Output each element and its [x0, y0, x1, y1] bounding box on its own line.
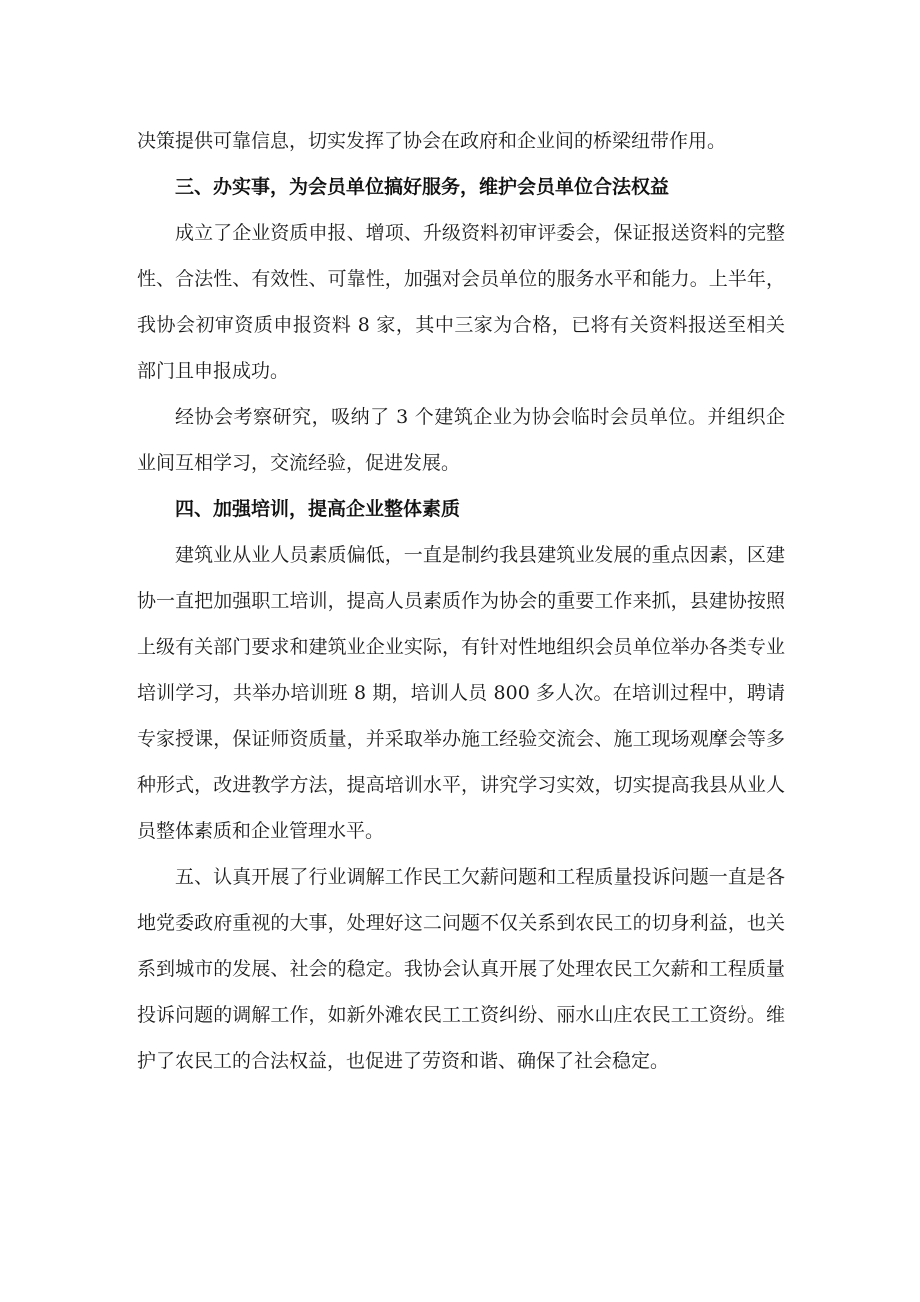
paragraph-new-members: 经协会考察研究，吸纳了 3 个建筑企业为协会临时会员单位。并组织企业间互相学习，交流经验，促进发展。 — [137, 406, 785, 474]
section-heading-4: 四、加强培训，提高企业整体素质 — [175, 498, 461, 520]
paragraph-training: 建筑业从业人员素质偏低，一直是制约我县建筑业发展的重点因素，区建协一直把加强职工培训，提高人员素质作为协会的重要工作来抓，县建协按照上级有关部门要求和建筑业企业实际，有针对性地组织会员单位举办各类专业培训学习，共举办培训班 8 期，培训人员 800 多人次。在培训过程中，聘请专家授课，保证师资质量，并采取举办施工经验交流会、施工现场观摩会等多种形式，改进教学方法，提高培训水平，讲究学习实效，切实提高我县从业人员整体素质和企业管理水平。 — [137, 544, 785, 842]
paragraph-continuation: 决策提供可靠信息，切实发挥了协会在政府和企业间的桥梁纽带作用。 — [137, 130, 727, 152]
paragraph-qualification-review: 成立了企业资质申报、增项、升级资料初审评委会，保证报送资料的完整性、合法性、有效性、可靠性，加强对会员单位的服务水平和能力。上半年，我协会初审资质申报资料 8 家，其中三家为合格，已将有关资料报送至相关部门且申报成功。 — [137, 222, 785, 382]
paragraph-mediation: 五、认真开展了行业调解工作民工欠薪问题和工程质量投诉问题一直是各地党委政府重视的大事，处理好这二问题不仅关系到农民工的切身利益，也关系到城市的发展、社会的稳定。我协会认真开展了处理农民工欠薪和工程质量投诉问题的调解工作，如新外滩农民工工资纠纷、丽水山庄农民工工资纷。维护了农民工的合法权益，也促进了劳资和谐、确保了社会稳定。 — [137, 866, 785, 1072]
section-heading-3: 三、办实事，为会员单位搞好服务，维护会员单位合法权益 — [175, 176, 670, 198]
document-body — [137, 118, 785, 1084]
